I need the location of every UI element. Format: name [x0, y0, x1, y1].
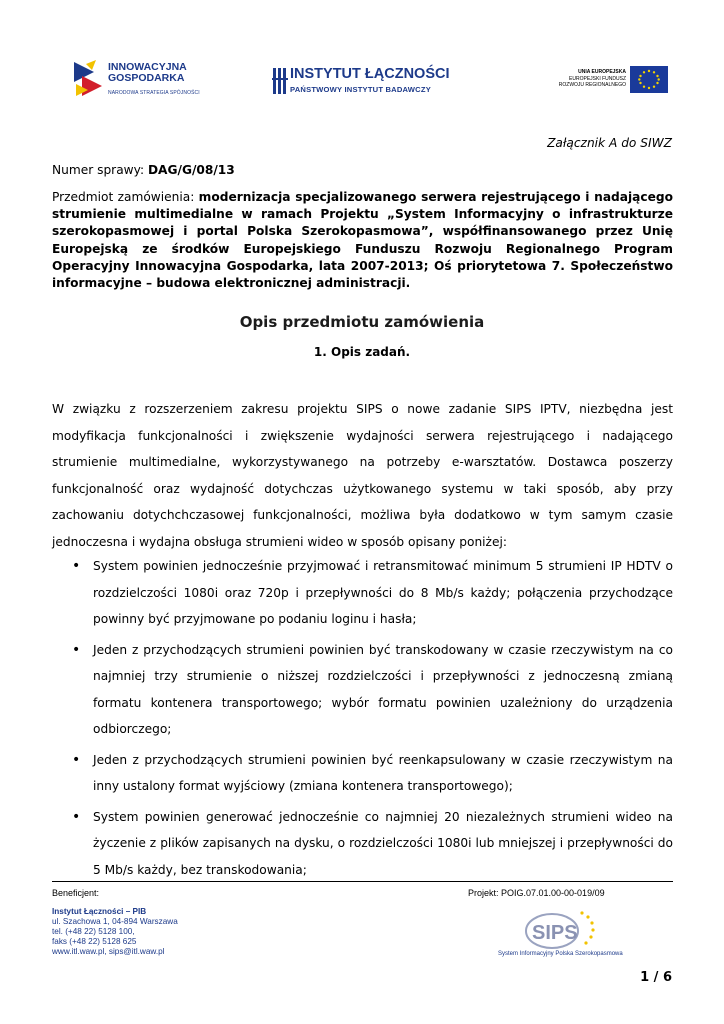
list-item-text: Jeden z przychodzących strumieni powinien być transkodowany w czasie rzeczywistym na co najmniej trzy strumienie o niższej rozdzielczości i przepływności z jednoczesną zmianą formatu kontenera transportowego; wybór formatu powinien uzależniony do urządzenia odbiorczego;: [93, 642, 673, 736]
instytut-lacznosci-logo: [272, 66, 456, 100]
ue-line2: EUROPEJSKI FUNDUSZ: [569, 75, 626, 82]
requirements-list: [52, 553, 673, 887]
document-title: Opis przedmiotu zamówienia: [239, 313, 485, 331]
address-web: www.itl.waw.pl, sips@itl.waw.pl: [52, 947, 165, 956]
bullet-icon: •: [72, 558, 81, 574]
bullet-icon: •: [72, 641, 81, 658]
ig-line2: GOSPODARKA: [108, 72, 185, 84]
section-heading: 1. Opis zadań.: [313, 345, 411, 359]
address-name: Instytut Łączności – PIB: [52, 907, 147, 916]
list-item: [52, 553, 673, 633]
subject-text: modernizacja specjalizowanego serwera rejestrującego i nadającego strumienie multimedialne w ramach Projektu „System Informacyjny o infrastrukturze szerokopasmowej i portal Polska Szerokopasmowa”, współfinansowanego przez Unię Europejską ze środków Europejskiego Funduszu Rozwoju Regionalnego Program Operacyjny Innowacyjna Gospodarka, lata 2007-2013; Oś priorytetowa 7. Społeczeństwo informacyjne – budowa elektronicznej administracji.: [52, 190, 673, 291]
address-tel: tel. (+48 22) 5128 100,: [52, 927, 135, 936]
ue-line1: UNIA EUROPEJSKA: [578, 69, 626, 75]
subject-paragraph: [52, 189, 673, 292]
case-number: DAG/G/08/13: [147, 163, 235, 177]
innowacyjna-gospodarka-logo: [72, 58, 222, 104]
list-item-text: System powinien jednocześnie przyjmować i retransmitować minimum 5 strumieni IP HDTV o rozdzielczości 1080i oraz 720p i przepływności do 8 Mb/s każdy; połączenia przychodzące powinny być przyjmowane po podaniu loginu i hasła;: [93, 559, 673, 626]
list-item: [52, 747, 673, 800]
list-item: [52, 637, 673, 743]
bullet-icon: •: [72, 808, 81, 825]
case-label: Numer sprawy:: [52, 163, 148, 177]
sips-text: SIPS: [532, 922, 578, 944]
page-number: 1 / 6: [640, 970, 672, 985]
address-fax: faks (+48 22) 5128 625: [52, 937, 137, 946]
il-title: INSTYTUT ŁĄCZNOŚCI: [290, 66, 450, 82]
sips-emblem-icon: [490, 907, 650, 951]
list-item-text: System powinien generować jednocześnie co najmniej 20 niezależnych strumieni wideo na życzenie z plików zapisanych na dysku, o rozdzielczości 1080i lub mniejszej i przepływności do 5 Mb/s każdy, bez transkodowania;: [93, 809, 673, 877]
eu-flag-icon: [630, 66, 668, 93]
ig-line1: INNOWACYJNA: [108, 61, 187, 73]
intro-paragraph: W związku z rozszerzeniem zakresu projektu SIPS o nowe zadanie SIPS IPTV, niezbędna jest modyfikacja funkcjonalności i zwiększenie wydajności serwera rejestrującego i nadającego strumienie multimedialne, wykorzystywanego na potrzeby e-warsztatów. Dostawca poszerzy funkcjonalność oraz wydajność dotychczas użytkowanego systemu w taki sposób, aby przy zachowaniu dotychchczasowej funkcjonalności, możliwa była dodatkowo w tym samym czasie jednoczesna i wydajna obsługa strumieni wideo w sposób opisany poniżej:: [52, 402, 673, 549]
annex-label: Załącznik A do SIWZ: [547, 136, 672, 150]
list-item-text: Jeden z przychodzących strumieni powinien być reenkapsulowany w czasie rzeczywistym na inny ustalony format wyjściowy (zmiana kontenera transportowego);: [93, 752, 673, 793]
bullet-icon: •: [72, 751, 81, 768]
sips-caption: System Informacyjny Polska Szerokopasmowa: [498, 951, 623, 957]
case-number-line: [52, 163, 235, 177]
ue-line3: ROZWOJU REGIONALNEGO: [558, 82, 626, 88]
antenna-icon: [272, 66, 288, 96]
ig-line3: NARODOWA STRATEGIA SPÓJNOŚCI: [108, 90, 200, 96]
beneficiary-label: Beneficjent:: [52, 888, 100, 898]
eu-fund-logo: [556, 66, 668, 96]
subject-label: Przedmiot zamówienia:: [52, 190, 199, 204]
list-item: [52, 804, 673, 884]
project-number: Projekt: POIG.07.01.00-00-019/09: [468, 888, 605, 898]
ig-flag-icon: [72, 58, 106, 104]
footer-divider: [52, 881, 673, 882]
sips-logo: [490, 907, 650, 963]
il-subtitle: PAŃSTWOWY INSTYTUT BADAWCZY: [290, 85, 431, 94]
beneficiary-address: [52, 907, 178, 957]
address-street: ul. Szachowa 1, 04-894 Warszawa: [52, 917, 178, 926]
